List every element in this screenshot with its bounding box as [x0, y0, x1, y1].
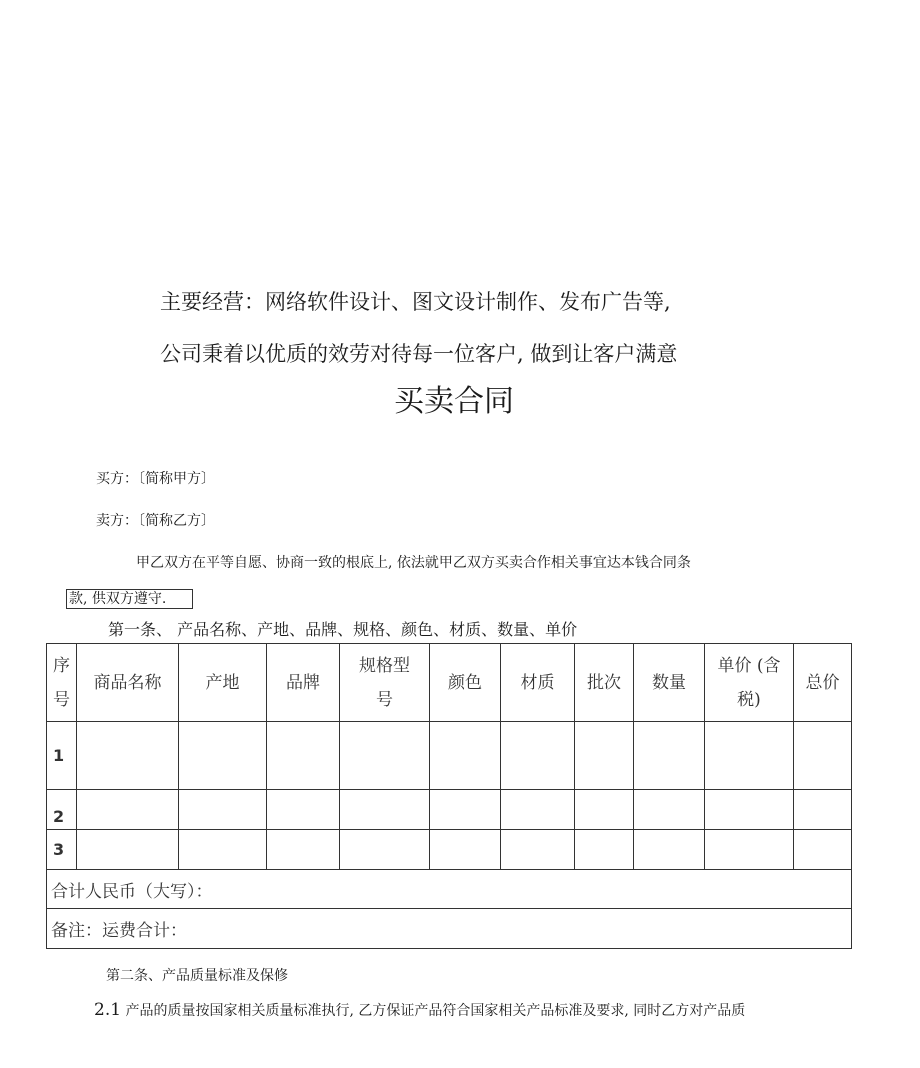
table-cell[interactable]	[77, 790, 179, 830]
table-cell[interactable]	[179, 830, 267, 870]
clause-number: 2.1	[94, 1000, 122, 1020]
table-header-row	[47, 644, 852, 722]
remark-row	[47, 909, 852, 949]
header-batch: 批次	[575, 644, 634, 722]
header-color: 颜色	[430, 644, 501, 722]
preamble-line-1: 甲乙双方在平等自愿、协商一致的根底上, 依法就甲乙双方买卖合作相关事宜达本钱合同条	[136, 555, 691, 571]
goods-table	[46, 643, 852, 949]
table-cell[interactable]	[634, 722, 705, 790]
table-cell[interactable]	[501, 722, 575, 790]
table-cell[interactable]	[705, 790, 794, 830]
sum-row	[47, 870, 852, 909]
article-1-heading: 第一条、 产品名称、产地、品牌、规格、颜色、材质、数量、单价	[108, 620, 578, 639]
row-number: 2	[47, 790, 77, 830]
table-cell[interactable]	[794, 790, 852, 830]
table-cell[interactable]	[794, 830, 852, 870]
table-row	[47, 722, 852, 790]
clause-text: 产品的质量按国家相关质量标准执行, 乙方保证产品符合国家相关产品标准及要求, 同时乙方对产品质	[125, 1003, 746, 1019]
table-cell[interactable]	[340, 722, 430, 790]
table-cell[interactable]	[267, 722, 340, 790]
header-qty: 数量	[634, 644, 705, 722]
table-cell[interactable]	[634, 790, 705, 830]
remark-label[interactable]: 备注：运费合计：	[47, 909, 852, 949]
table-cell[interactable]	[267, 790, 340, 830]
row-number: 1	[47, 722, 77, 790]
table-cell[interactable]	[705, 830, 794, 870]
sum-label[interactable]: 合计人民币（大写）：	[47, 870, 852, 909]
header-brand: 品牌	[267, 644, 340, 722]
table-cell[interactable]	[501, 830, 575, 870]
header-name: 商品名称	[77, 644, 179, 722]
header-total: 总价	[794, 644, 852, 722]
row-number: 3	[47, 830, 77, 870]
table-cell[interactable]	[430, 830, 501, 870]
table-cell[interactable]	[634, 830, 705, 870]
table-cell[interactable]	[179, 790, 267, 830]
table-cell[interactable]	[575, 830, 634, 870]
table-cell[interactable]	[575, 722, 634, 790]
table-cell[interactable]	[179, 722, 267, 790]
table-cell[interactable]	[705, 722, 794, 790]
article-2-heading: 第二条、产品质量标准及保修	[106, 968, 288, 984]
table-cell[interactable]	[794, 722, 852, 790]
header-price: 单价 (含 税)	[705, 644, 794, 722]
table-row	[47, 830, 852, 870]
table-cell[interactable]	[340, 830, 430, 870]
table-cell[interactable]	[77, 830, 179, 870]
table-cell[interactable]	[501, 790, 575, 830]
table-cell[interactable]	[575, 790, 634, 830]
table-cell[interactable]	[430, 790, 501, 830]
document-title: 买卖合同	[394, 384, 514, 419]
buyer-line: 买方：〔简称甲方〕	[96, 471, 215, 487]
intro-line-1: 主要经营：网络软件设计、图文设计制作、发布广告等,	[160, 290, 671, 314]
table-cell[interactable]	[340, 790, 430, 830]
seller-line: 卖方：〔简称乙方〕	[96, 513, 215, 529]
intro-line-2: 公司秉着以优质的效劳对待每一位客户, 做到让客户满意	[160, 342, 678, 366]
table-row	[47, 790, 852, 830]
table-cell[interactable]	[77, 722, 179, 790]
clause-2-1	[94, 1000, 745, 1020]
preamble-line-2: 款, 供双方遵守.	[66, 589, 193, 609]
header-material: 材质	[501, 644, 575, 722]
header-seq: 序 号	[47, 644, 77, 722]
header-spec: 规格型 号	[340, 644, 430, 722]
table-cell[interactable]	[267, 830, 340, 870]
table-cell[interactable]	[430, 722, 501, 790]
header-origin: 产地	[179, 644, 267, 722]
